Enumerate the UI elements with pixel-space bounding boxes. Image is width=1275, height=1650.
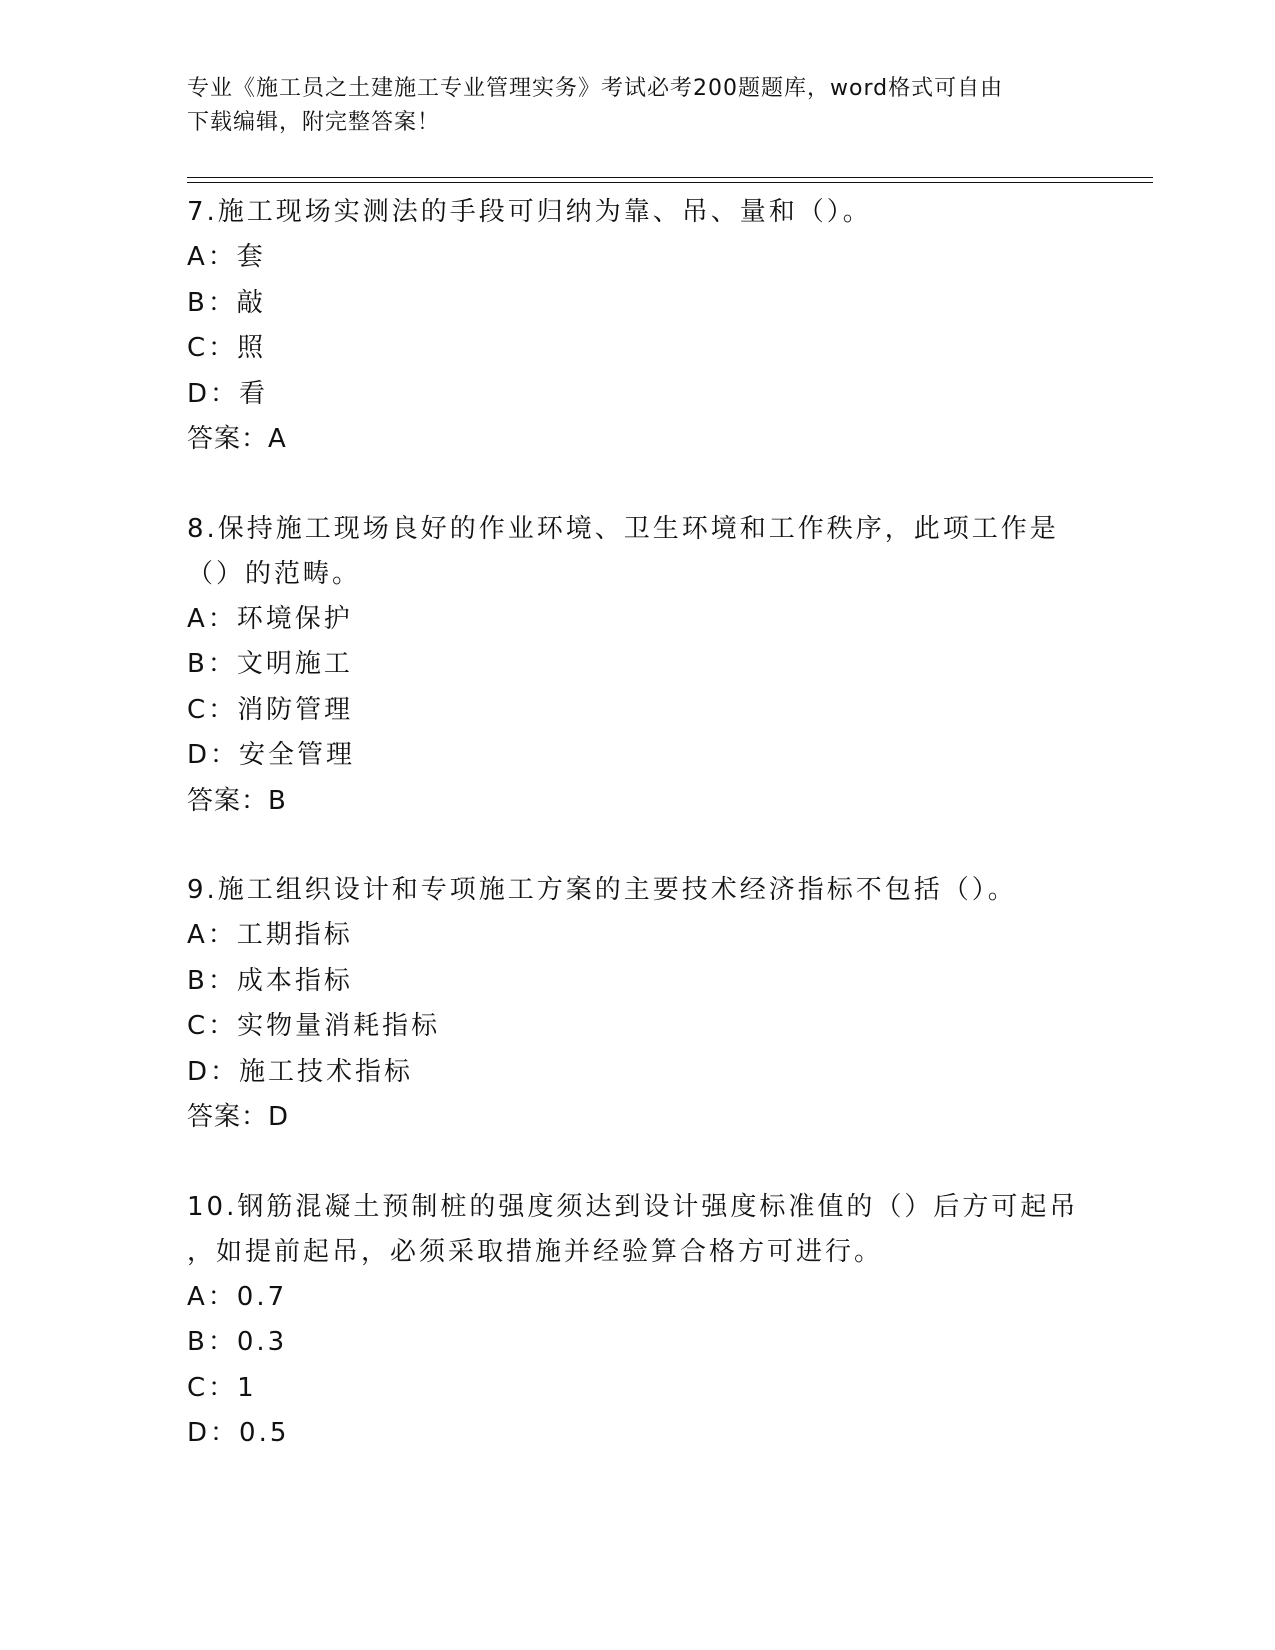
header-divider-bottom: [187, 182, 1153, 183]
question-stem: 9.施工组织设计和专项施工方案的主要技术经济指标不包括（）。: [187, 875, 1017, 905]
question-stem-continued: ，如提前起吊，必须采取措施并经验算合格方可进行。: [187, 1236, 884, 1267]
option-b: B：0.3: [187, 1327, 288, 1357]
option-a: A：工期指标: [187, 920, 353, 950]
question-7: [187, 190, 1087, 463]
option-d: D：看: [187, 378, 269, 409]
question-stem: 10.钢筋混凝土预制桩的强度须达到设计强度标准值的（）后方可起吊: [187, 1191, 1079, 1222]
option-d: D：0.5: [187, 1418, 290, 1448]
question-8: [187, 507, 1087, 825]
header-divider-top: [187, 177, 1153, 178]
question-stem: 7.施工现场实测法的手段可归纳为靠、吊、量和（）。: [187, 197, 872, 227]
option-c: C：消防管理: [187, 694, 354, 725]
option-c: C：照: [187, 333, 267, 363]
option-a: A：0.7: [187, 1281, 288, 1312]
document-header: [187, 72, 1087, 140]
answer-line: 答案：B: [187, 785, 287, 816]
question-stem: 8.保持施工现场良好的作业环境、卫生环境和工作秩序，此项工作是: [187, 513, 1059, 544]
question-9: [187, 868, 1087, 1141]
header-line-2: 下载编辑，附完整答案！: [187, 110, 441, 135]
option-b: B：文明施工: [187, 649, 353, 679]
answer-line: 答案：A: [187, 424, 287, 454]
option-b: B：敲: [187, 287, 266, 318]
answer-line: 答案：D: [187, 1102, 290, 1132]
header-line-1: 专业《施工员之土建施工专业管理实务》考试必考200题题库，word格式可自由: [187, 76, 1004, 101]
option-a: A：套: [187, 242, 266, 272]
option-d: D：施工技术指标: [187, 1056, 414, 1087]
question-list: [187, 190, 1087, 1501]
question-10: [187, 1185, 1087, 1457]
question-stem-continued: （）的范畴。: [187, 558, 362, 589]
option-b: B：成本指标: [187, 965, 353, 996]
option-c: C：1: [187, 1372, 257, 1403]
option-d: D：安全管理: [187, 740, 356, 770]
option-a: A：环境保护: [187, 603, 353, 634]
option-c: C：实物量消耗指标: [187, 1011, 441, 1041]
